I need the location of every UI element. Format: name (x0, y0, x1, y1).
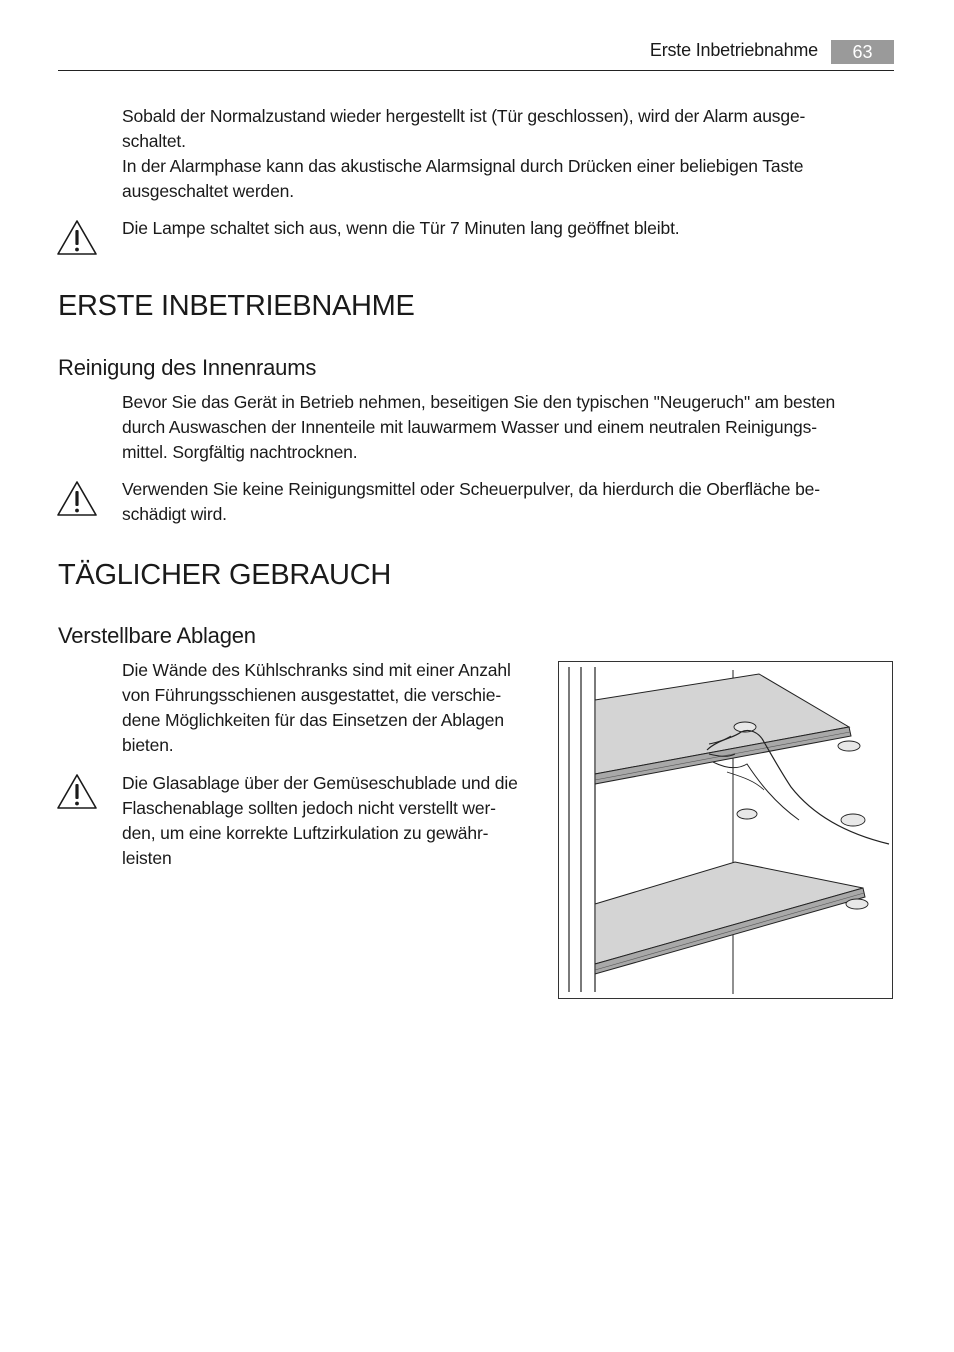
text-line: von Führungsschienen ausgestattet, die verschie- (122, 685, 501, 705)
warning-triangle-icon (56, 219, 98, 257)
running-header-title: Erste Inbetriebnahme (649, 40, 818, 60)
text-line: Die Wände des Kühlschranks sind mit einer Anzahl (122, 660, 511, 680)
body-paragraph (122, 658, 511, 758)
subsection-heading: Verstellbare Ablagen (58, 623, 256, 648)
shelf-illustration (558, 661, 893, 999)
text-line: bieten. (122, 735, 174, 755)
text-line: schaltet. (122, 131, 186, 151)
text-line: mittel. Sorgfältig nachtrocknen. (122, 442, 358, 462)
section-heading: ERSTE INBETRIEBNAHME (58, 290, 415, 322)
text-line: Bevor Sie das Gerät in Betrieb nehmen, beseitigen Sie den typischen "Neugeruch" am besten (122, 392, 836, 412)
warning-text (122, 216, 680, 241)
page-number-badge: 63 (831, 40, 894, 64)
text-line: durch Auswaschen der Innenteile mit lauwarmem Wasser und einem neutralen Reinigungs- (122, 417, 817, 437)
warning-triangle-icon (56, 480, 98, 518)
shelf-drawing (559, 662, 892, 998)
text-line: Flaschenablage sollten jedoch nicht verstellt wer- (122, 798, 496, 818)
text-line: dene Möglichkeiten für das Einsetzen der Ablagen (122, 710, 504, 730)
header-rule (58, 70, 894, 71)
warning-triangle-icon (56, 773, 98, 811)
text-line: Sobald der Normalzustand wieder hergestellt ist (Tür geschlossen), wird der Alarm ausge- (122, 106, 806, 126)
text-line: Die Glasablage über der Gemüseschublade und die (122, 773, 518, 793)
warning-text (122, 477, 820, 527)
text-line: leisten (122, 848, 172, 868)
section-heading: TÄGLICHER GEBRAUCH (58, 559, 391, 591)
body-paragraph (122, 390, 835, 465)
subsection-heading: Reinigung des Innenraums (58, 355, 317, 380)
text-line: ausgeschaltet werden. (122, 181, 294, 201)
text-line: schädigt wird. (122, 504, 227, 524)
text-line: den, um eine korrekte Luftzirkulation zu gewähr- (122, 823, 489, 843)
text-line: Die Lampe schaltet sich aus, wenn die Tür 7 Minuten lang geöffnet bleibt. (122, 218, 680, 238)
intro-paragraph (122, 104, 805, 204)
warning-text (122, 771, 518, 871)
text-line: In der Alarmphase kann das akustische Alarmsignal durch Drücken einer beliebigen Taste (122, 156, 804, 176)
text-line: Verwenden Sie keine Reinigungsmittel oder Scheuerpulver, da hierdurch die Oberfläche be- (122, 479, 820, 499)
